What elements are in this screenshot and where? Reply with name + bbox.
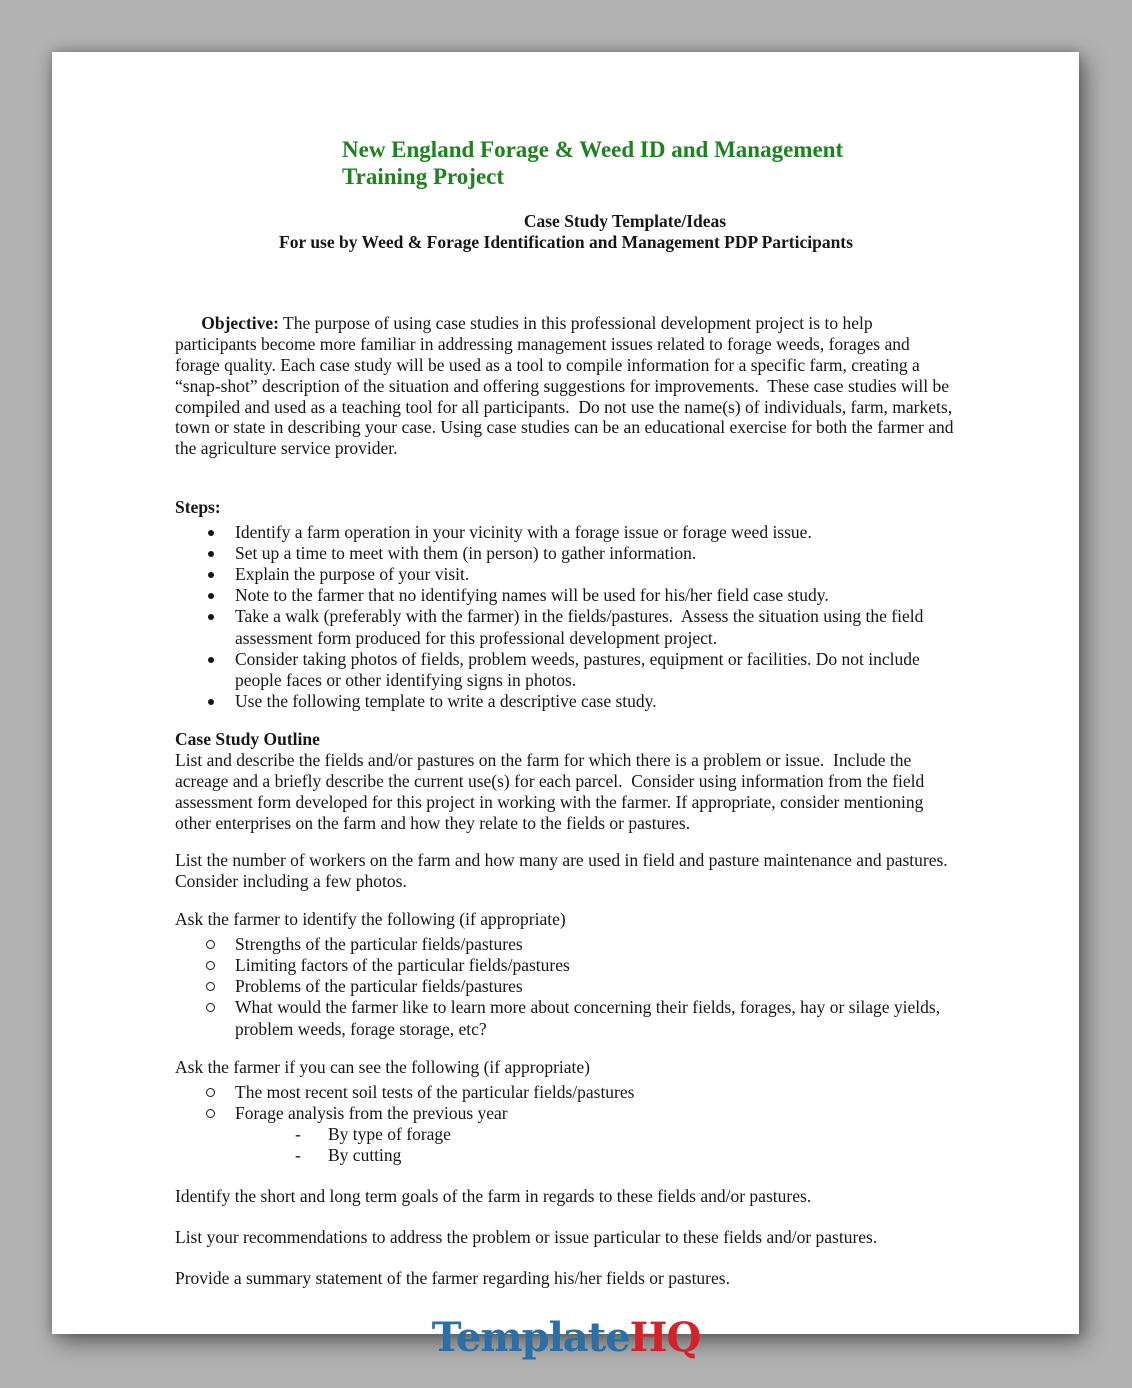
list-sub-item: - By cutting — [175, 1145, 957, 1166]
list-item: Take a walk (preferably with the farmer) in the fields/pastures. Assess the situation using the field assessment form produced for this professional development project. — [175, 606, 957, 648]
ask-see-list — [175, 1082, 957, 1167]
closing-paragraph-recommendations: List your recommendations to address the problem or issue particular to these fields and/or pastures. — [175, 1227, 878, 1248]
steps-list — [175, 522, 957, 713]
outline-paragraph-1: List and describe the fields and/or pastures on the farm for which there is a problem or issue. Include the acreage and a briefly describe the current use(s) for each parcel. Consider using information from the field assessment form developed for this project in working with the farmer. If appropriate, consider mentioning other enterprises on the farm and how they relate to the fields or pastures. — [175, 750, 929, 833]
page-content — [52, 52, 1079, 1361]
document-title — [175, 136, 957, 190]
document-title-line1: New England Forage & Weed ID and Management — [342, 137, 844, 162]
closing-paragraph-summary: Provide a summary statement of the farmer regarding his/her fields or pastures. — [175, 1267, 730, 1288]
ask-identify-intro: Ask the farmer to identify the following (if appropriate) — [175, 908, 566, 929]
ask-identify-list — [175, 934, 957, 1040]
objective-paragraph — [175, 293, 957, 480]
list-item: Consider taking photos of fields, problem weeds, pastures, equipment or facilities. Do not include people faces or other identifying signs in photos. — [175, 649, 957, 691]
list-item: Explain the purpose of your visit. — [175, 564, 957, 585]
templatehq-logo — [175, 1315, 957, 1361]
list-item: Strengths of the particular fields/pastures — [175, 934, 957, 955]
subtitle-line2: For use by Weed & Forage Identification and Management PDP Participants — [279, 231, 853, 252]
list-item: Problems of the particular fields/pastures — [175, 976, 957, 997]
subtitle-line1: Case Study Template/Ideas — [523, 211, 727, 231]
closing-paragraph-goals: Identify the short and long term goals of the farm in regards to these fields and/or pastures. — [175, 1186, 812, 1207]
document-page — [52, 52, 1079, 1361]
list-item: Use the following template to write a descriptive case study. — [175, 691, 957, 712]
steps-heading: Steps: — [175, 496, 221, 517]
list-sub-item: - By type of forage — [175, 1124, 957, 1145]
list-item: Identify a farm operation in your vicinity with a forage issue or forage weed issue. — [175, 522, 957, 543]
document-title-line2: Training Project — [342, 164, 505, 189]
logo-text-template: Template — [431, 1313, 630, 1361]
list-item: Forage analysis from the previous year — [175, 1103, 957, 1124]
document-subtitle — [175, 211, 957, 253]
list-item: Set up a time to meet with them (in person) to gather information. — [175, 543, 957, 564]
logo-text-hq: HQ — [629, 1313, 701, 1361]
outline-paragraph-2: List the number of workers on the farm and how many are used in field and pasture maintenance and pastures. Consider including a few photos. — [175, 850, 957, 892]
list-item: The most recent soil tests of the particular fields/pastures — [175, 1082, 957, 1103]
objective-label: Objective: — [201, 313, 279, 334]
list-item: What would the farmer like to learn more about concerning their fields, forages, hay or silage yields, problem weeds, forage storage, etc? — [175, 997, 957, 1039]
list-item: Note to the farmer that no identifying names will be used for his/her field case study. — [175, 585, 957, 606]
objective-text: The purpose of using case studies in this professional development project is to help participants become more familiar in addressing management issues related to forage weeds, forages and forage quality. Each case study will be used as a tool to compile information for a specific farm, creating a “snap-shot” description of the situation and offering suggestions for improvements. These case studies will be compiled and used as a teaching tool for all participants. Do not use the name(s) of individuals, farm, markets, town or state in describing your case. Using case studies can be an educational exercise for both the farmer and the agriculture service provider. — [175, 313, 958, 459]
ask-see-intro: Ask the farmer if you can see the following (if appropriate) — [175, 1056, 590, 1077]
case-study-outline-heading: Case Study Outline — [175, 729, 320, 750]
list-item: Limiting factors of the particular fields/pastures — [175, 955, 957, 976]
